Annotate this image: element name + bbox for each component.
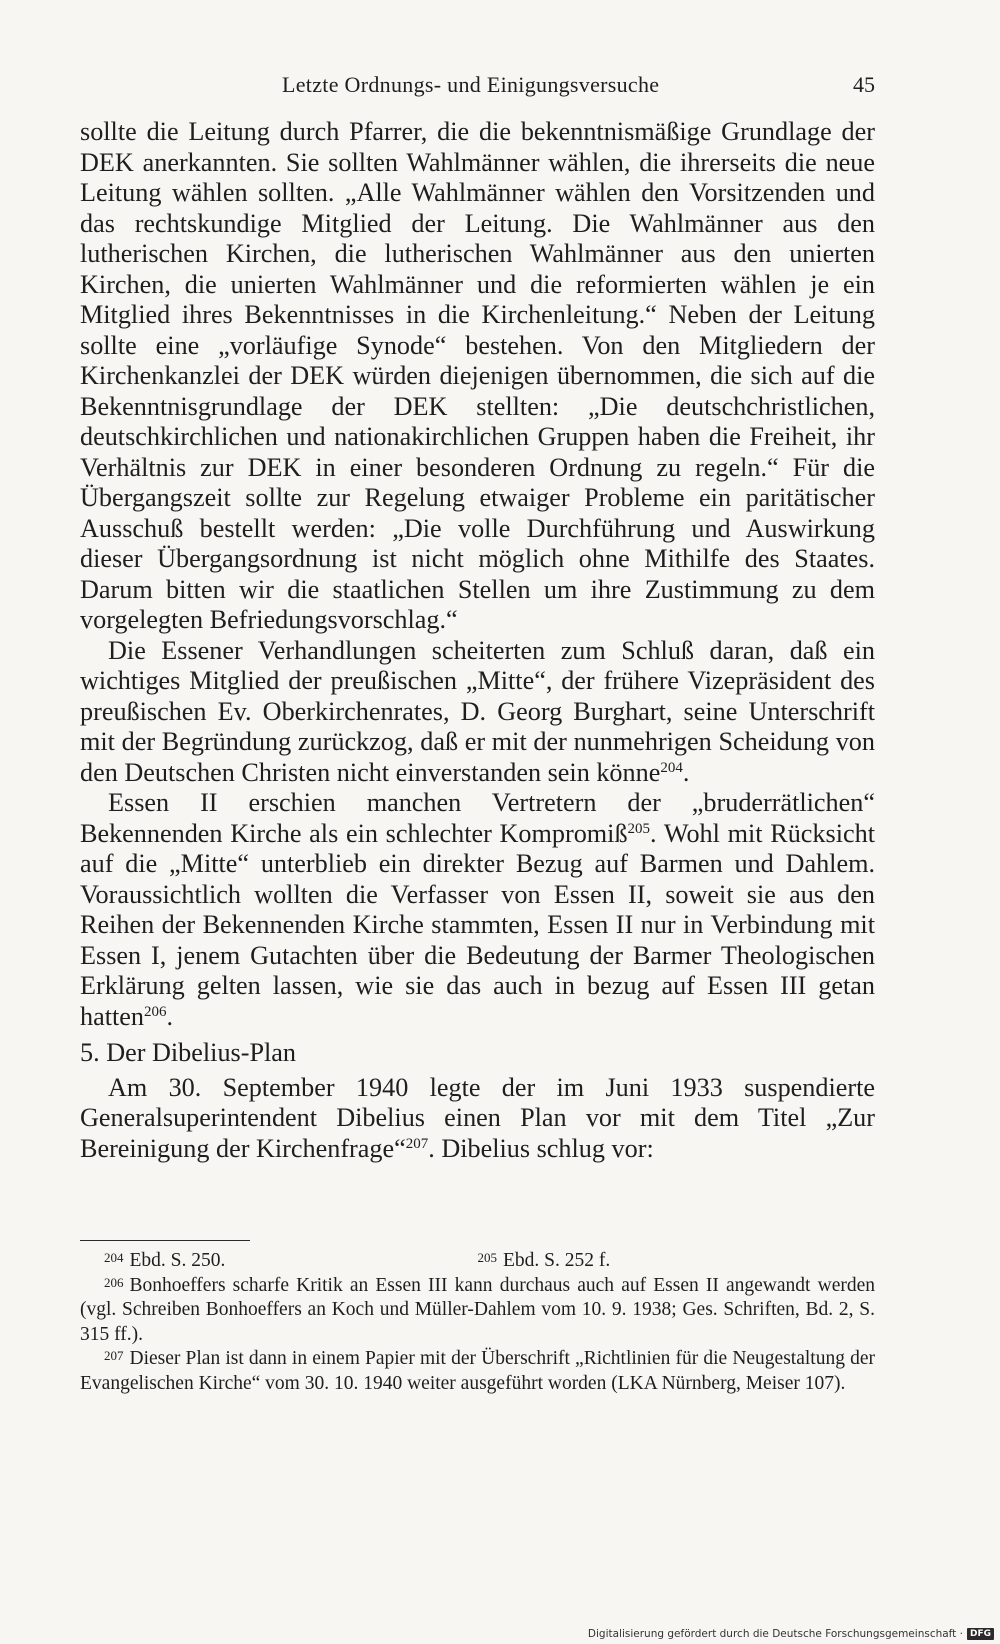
footnote-ref-206[interactable]: 206 <box>144 1003 167 1020</box>
footnote-divider <box>80 1240 250 1241</box>
footnote-ref-205[interactable]: 205 <box>627 820 651 837</box>
page-header <box>80 72 875 112</box>
section-heading: 5. Der Dibelius-Plan <box>80 1038 297 1067</box>
page-number: 45 <box>853 72 875 97</box>
footnote-207: $^{207}$ Dieser Plan ist dann in einem Papier mit der Überschrift „Richtlinien für die Neugestaltung der Evangelischen Kirche“ vom 30. 10. 1940 weiter ausgeführt worden (LKA Nürnberg, Meiser 107). <box>80 1348 875 1394</box>
paragraph-essen-negotiations: Die Essener Verhandlungen scheiterten zum Schluß daran, daß ein wichtiges Mitglied der preußischen „Mitte“, der frühere Vizepräsident des preußischen Ev. Oberkirchenrates, D. Georg Burghart, seine Unterschrift mit der Begründung zurückzog, daß er mit der nunmehrigen Scheidung von den Deutschen Christen nicht einverstanden sein könne$^{204}$. <box>80 635 875 787</box>
footnote-ref-207[interactable]: 207 <box>405 1135 429 1152</box>
credit-text: Digitalisierung gefördert durch die Deutsche Forschungsgemeinschaft · <box>587 1628 963 1640</box>
digitization-credit <box>588 1628 994 1640</box>
footnote-204: $^{204}$ Ebd. S. 250. <box>104 1250 226 1271</box>
footnote-row-204-205 <box>80 1249 875 1274</box>
body-text <box>80 117 875 1164</box>
paragraph-essen-ii: Essen II erschien manchen Vertretern der „bruderrätlichen“ Bekennenden Kirche als ein schlechter Kompromiß$^{205}$. Wohl mit Rücksicht auf die „Mitte“ unterblieb ein direkter Bezug auf Barmen und Dahlem. Voraussichtlich wollten die Verfasser von Essen II, soweit sie aus den Reihen der Bekennenden Kirche stammten, Essen II nur in Verbindung mit Essen I, jenem Gutachten über die Bedeutung der Barmer Theologischen Erklärung gelten lassen, wie sie das auch in bezug auf Essen III getan hatten$^{206}$. <box>80 788 875 1031</box>
footnotes <box>80 1249 875 1396</box>
paragraph-dibelius-plan: Am 30. September 1940 legte der im Juni 1933 suspendierte Generalsuperintendent Dibelius einen Plan vor mit dem Titel „Zur Bereinigung der Kirchenfrage“$^{207}$. Dibelius schlug vor: <box>80 1072 875 1163</box>
footnote-206: $^{206}$ Bonhoeffers scharfe Kritik an Essen III kann durchaus auch auf Essen II angewandt werden (vgl. Schreiben Bonhoeffers an Koch und Müller-Dahlem vom 10. 9. 1938; Ges. Schriften, Bd. 2, S. 315 ff.). <box>80 1274 875 1345</box>
dfg-logo-icon: DFG <box>967 1628 994 1640</box>
running-title: Letzte Ordnungs- und Einigungsversuche <box>282 72 660 97</box>
paragraph-continuation: sollte die Leitung durch Pfarrer, die die bekenntnismäßige Grundlage der DEK anerkannten. Sie sollten Wahlmänner wählen, die ihrerseits die neue Leitung wählen sollten. „Alle Wahlmänner wählen den Vorsitzenden und das rechtskundige Mitglied der Leitung. Die Wahlmänner aus den lutherischen Kirchen, die lutherischen Wahlmänner aus den unierten Kirchen, die unierten Wahlmänner und die reformierten wählen je ein Mitglied ihres Bekenntnisses in die Kirchenleitung.“ Neben der Leitung sollte eine „vorläufige Synode“ bestehen. Von den Mitgliedern der Kirchenkanzlei der DEK würden diejenigen übernommen, die sich auf die Bekenntnisgrundlage der DEK stellten: „Die deutschchristlichen, deutschkirchlichen und nationakirchlichen Gruppen haben die Freiheit, ihr Verhältnis zur DEK in einer besonderen Ordnung zu regeln.“ Für die Übergangszeit sollte zur Regelung etwaiger Probleme ein paritätischer Ausschuß bestellt werden: „Die volle Durchführung und Auswirkung dieser Übergangsordnung ist nicht möglich ohne Mithilfe des Staates. Darum bitten wir die staatlichen Stellen um ihre Zustimmung zu dem vorgelegten Befriedungsvorschlag.“ <box>80 117 875 634</box>
footnote-205: $^{205}$ Ebd. S. 252 f. <box>477 1250 611 1271</box>
footnote-ref-204[interactable]: 204 <box>660 759 683 776</box>
